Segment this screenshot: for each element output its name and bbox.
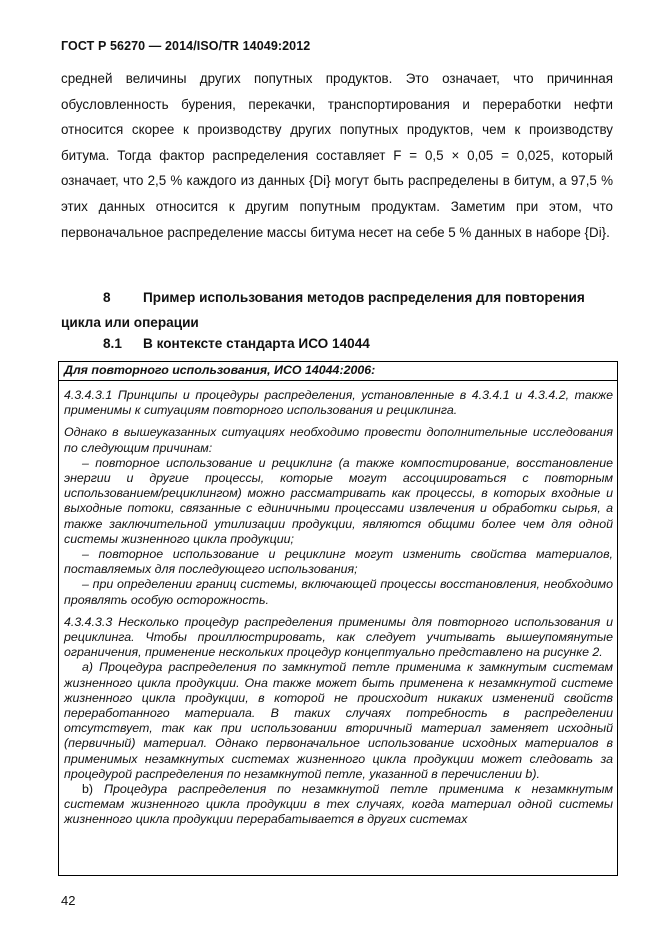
section-8-1-heading (61, 334, 613, 354)
quote-box (58, 361, 618, 876)
page-number: 42 (61, 893, 76, 908)
clause-4-3-4-3-1: 4.3.4.3.1 Принципы и процедуры распределения, установленные в 4.3.4.1 и 4.3.4.2, также применимы к ситуациям повторного использования и рециклинга. (64, 388, 613, 418)
reason-item-3: – при определении границ системы, включающей процессы восстановления, необходимо проявлять особую осторожность. (64, 577, 613, 607)
intro-text: средней величины других попутных продуктов. Это означает, что причинная обусловленность бурения, перекачки, транспортирования и переработки нефти относится скорее к производству других попутных продуктов, чем к производству битума. Тогда фактор распределения составляет F = 0,5 × 0,05 = 0,025, который означает, что 2,5 % каждого из данных {Di} могут быть распределены в битум, а 97,5 % этих данных относится к другим попутным продуктам. Заметим при этом, что первоначальное распределение массы битума несет на себе 5 % данных в наборе {Di}. (61, 71, 613, 240)
intro-paragraph (61, 66, 613, 245)
reason-item-1: – повторное использование и рециклинг (а также компостирование, восстановление энергии и другие процессы, которые могут ассоциироваться с повторным использованием/рециклингом) можно рассматривать как процессы, в которых входные и выходные потоки, связанные с единичными процессами извлечения и обработки сырья, а также заключительной утилизации продукции, являются общими более чем для одной системы жизненного цикла продукции; (64, 455, 613, 546)
document-header: ГОСТ Р 56270 — 2014/ISO/TR 14049:2012 (61, 39, 311, 53)
reason-item-2: – повторное использование и рециклинг могут изменить свойства материалов, поставляемых для последующего использования; (64, 547, 613, 577)
item-a-closed-loop: а) Процедура распределения по замкнутой петле применима к замкнутым системам жизненного цикла продукции. Она также может быть применена к незамкнутой системе жизненного цикла продукции, в которой не происходит никаких изменений свойств переработанного материала. В таких случаях потребность в распределении отсутствует, так как при использовании вторичный материал заменяет исходный (первичный) материал. Однако первоначальное использование исходных материалов в применимых незамкнутых системах жизненного цикла продукции может следовать за процедурой распределения по незамкнутой петле, указанной в перечислении b). (64, 660, 613, 781)
section-8-number: 8 (103, 290, 111, 305)
section-8-1-number: 8.1 (103, 336, 122, 351)
section-8-title: Пример использования методов распределения для повторения цикла или операции (61, 290, 585, 330)
section-8-1-title: В контексте стандарта ИСО 14044 (143, 336, 370, 351)
item-b-label: b) (82, 782, 94, 797)
section-8-heading (61, 285, 613, 335)
item-b-text: Процедура распределения по незамкнутой петле применима к незамкнутым системам жизненного цикла продукции в тех случаях, когда материал одной системы жизненного цикла продукции перерабатывается в других системах (64, 782, 613, 827)
quote-box-body (59, 388, 617, 828)
additional-studies-paragraph: Однако в вышеуказанных ситуациях необходимо провести дополнительные исследования по следующим причинам: (64, 425, 613, 455)
clause-4-3-4-3-3: 4.3.4.3.3 Несколько процедур распределения применимы для повторного использования и рециклинга. Чтобы проиллюстрировать, как следует учитывать вышеупомянутые ограничения, применение нескольких процедур концептуально представлено на рисунке 2. (64, 614, 613, 660)
quote-box-title: Для повторного использования, ИСО 14044:2006: (59, 362, 617, 381)
item-b-open-loop (64, 782, 613, 828)
